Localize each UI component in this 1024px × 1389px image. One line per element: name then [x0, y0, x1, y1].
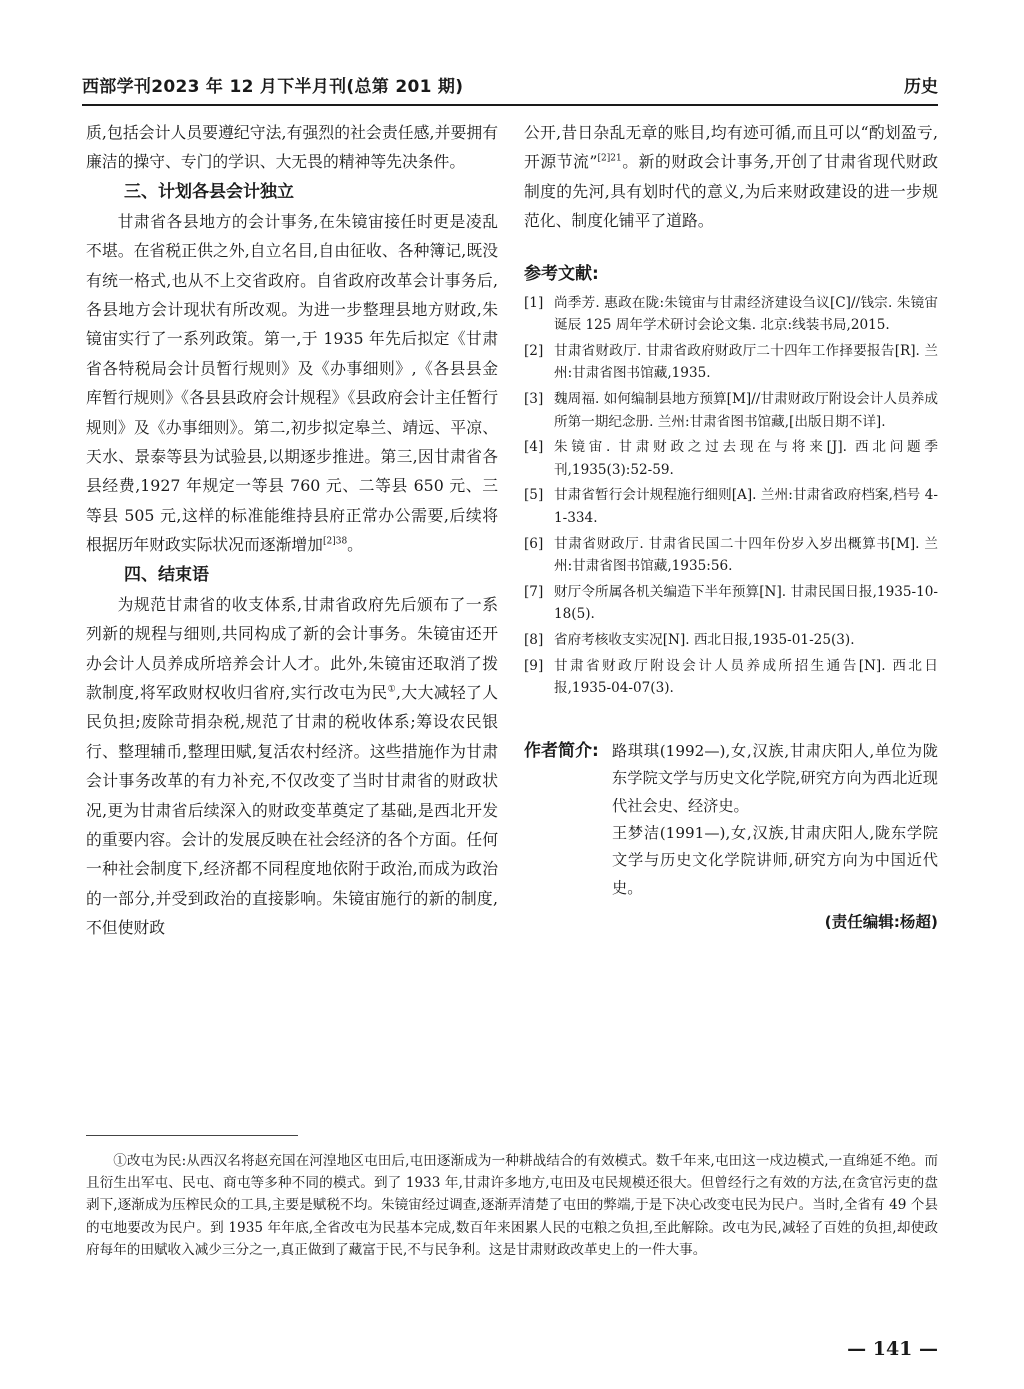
reference-item	[524, 388, 938, 433]
reference-text: 甘肃省财政厅附设会计人员养成所招生通告[N]. 西北日报,1935-04-07(3).	[554, 657, 938, 697]
reference-text: 省府考核收支实况[N]. 西北日报,1935-01-25(3).	[554, 631, 855, 648]
reference-item	[524, 655, 938, 700]
reference-number: [2]	[524, 342, 544, 359]
paragraph-text: 。	[347, 535, 363, 555]
reference-number: [6]	[524, 535, 544, 552]
citation: [2]38	[322, 537, 348, 548]
reference-text: 甘肃省财政厅. 甘肃省民国二十四年份岁入岁出概算书[M]. 兰州:甘肃省图书馆藏,1935:56.	[554, 535, 938, 575]
reference-item	[524, 340, 938, 385]
footnote-marker: ①	[387, 684, 397, 695]
reference-number: [8]	[524, 631, 544, 648]
paragraph: 质,包括会计人员要遵纪守法,有强烈的社会责任感,并要拥有廉洁的操守、专门的学识、大无畏的精神等先决条件。	[86, 123, 498, 172]
author-bio	[524, 738, 938, 902]
reference-item	[524, 581, 938, 626]
reference-text: 尚季芳. 惠政在陇:朱镜宙与甘肃经济建设刍议[C]//钱宗. 朱镜宙诞辰 125 周年学术研讨会论文集. 北京:线装书局,2015.	[554, 294, 938, 334]
reference-text: 财厅令所属各机关编造下半年预算[N]. 甘肃民国日报,1935-10-18(5).	[554, 583, 938, 623]
reference-number: [7]	[524, 583, 544, 600]
paragraph	[86, 590, 498, 943]
reference-text: 甘肃省暂行会计规程施行细则[A]. 兰州:甘肃省政府档案,档号 4-1-334.	[554, 487, 938, 526]
paragraph-text: ,大大减轻了人民负担;废除苛捐杂税,规范了甘肃的税收体系;筹设农民银行、整理辅币,整理田赋,复活农村经济。这些措施作为甘肃会计事务改革的有力补充,不仅改变了当时甘肃省的财政状况,更为甘肃省后续深入的财政变革奠定了基础,是西北开发的重要内容。会计的发展反映在社会经济的各个方面。任何一种社会制度下,经济都不同程度地依附于政治,而成为政治的一部分,并受到政治的直接影响。朱镜宙施行的新的制度,不但使财政	[86, 682, 498, 938]
reference-text: 甘肃省财政厅. 甘肃省政府财政厅二十四年工作择要报告[R]. 兰州:甘肃省图书馆藏,1935.	[554, 342, 938, 382]
reference-number: [5]	[524, 487, 544, 504]
page-number: — 141 —	[847, 1338, 938, 1360]
reference-text: 魏周福. 如何编制县地方预算[M]//甘肃财政厅附设会计人员养成所第一期纪念册. 兰州:甘肃省图书馆藏,[出版日期不详].	[554, 391, 938, 430]
paragraph-text: 甘肃省各县地方的会计事务,在朱镜宙接任时更是凌乱不堪。在省税正供之外,自立名目,自由征收、各种簿记,既没有统一格式,也从不上交省政府。自省政府改革会计事务后,各县地方会计现状有所改观。为进一步整理县地方财政,朱镜宙实行了一系列政策。第一,于 1935 年先后拟定《甘肃省各特税局会计员暂行规则》及《办事细则》,《各县县金库暂行规则》《各县县政府会计规程》《县政府会计主任暂行规则》及《办事细则》。第二,初步拟定皋兰、靖远、平凉、天水、景泰等县为试验县,以期逐步推进。第三,因甘肃省各县经费,1927 年规定一等县 760 元、二等县 650 元、三等县 505 元,这样的标准能维持县府正常办公需要,后续将根据历年财政实际状况而逐渐增加	[86, 211, 498, 555]
left-column	[86, 118, 498, 943]
paragraph-text: 公开,昔日杂乱无章的账目,均有迹可循,而且可以“酌划盈亏,开源节流”	[524, 123, 938, 172]
journal-issue-title: 西部学刊2023 年 12 月下半月刊(总第 201 期)	[82, 77, 464, 97]
paragraph-text: 。新的财政会计事务,开创了甘肃省现代财政制度的先河,具有划时代的意义,为后来财政建设的进一步规范化、制度化铺平了道路。	[524, 152, 938, 231]
section-heading: 四、结束语	[124, 564, 209, 585]
author-bio-label: 作者简介:	[524, 740, 599, 761]
reference-item	[524, 533, 938, 578]
paragraph-text: 为规范甘肃省的收支体系,甘肃省政府先后颁布了一系列新的规程与细则,共同构成了新的会计事务。朱镜宙还开办会计人员养成所培养会计人才。此外,朱镜宙还取消了拨款制度,将军政财权收归省府,实行改屯为民	[86, 594, 498, 702]
reference-item	[524, 629, 938, 652]
reference-item	[524, 292, 938, 337]
section-heading: 三、计划各县会计独立	[124, 181, 294, 202]
running-header	[82, 70, 938, 106]
footnote: ①改屯为民:从西汉名将赵充国在河湟地区屯田后,屯田逐渐成为一种耕战结合的有效模式。数千年来,屯田这一戍边模式,一直绵延不绝。而且衍生出军屯、民屯、商屯等多种不同的模式。到了 1933 年,甘肃许多地方,屯田及屯民规模还很大。但曾经行之有效的方法,在贪官污吏的盘剥下,逐渐成为压榨民众的工具,主要是赋税不均。朱镜宙经过调查,逐渐弄清楚了屯田的弊端,于是下决心改变屯民为民户。当时,全省有 49 个县的屯地要改为民户。到 1935 年年底,全省改屯为民基本完成,数百年来困累人民的屯粮之负担,至此解除。改屯为民,减轻了百姓的负担,却使政府每年的田赋收入减少三分之一,真正做到了藏富于民,不与民争利。这是甘肃财政改革史上的一件大事。	[86, 1153, 938, 1258]
paragraph	[86, 207, 498, 560]
references-title: 参考文献:	[524, 263, 599, 284]
section-name: 历史	[904, 77, 938, 97]
reference-item	[524, 484, 938, 529]
author-bio-text: 路琪琪(1992—),女,汉族,甘肃庆阳人,单位为陇东学院文学与历史文化学院,研究方向为西北近现代社会史、经济史。	[612, 741, 938, 815]
reference-list	[524, 292, 938, 700]
paragraph	[524, 118, 938, 236]
responsible-editor: (责任编辑:杨超)	[824, 913, 938, 932]
reference-text: 朱镜宙. 甘肃财政之过去现在与将来[J]. 西北问题季刊,1935(3):52-59.	[554, 439, 938, 478]
reference-number: [1]	[524, 294, 544, 311]
author-bio-text: 王梦洁(1991—),女,汉族,甘肃庆阳人,陇东学院文学与历史文化学院讲师,研究方向为中国近代史。	[612, 823, 938, 897]
reference-number: [3]	[524, 391, 544, 407]
footnote-divider	[86, 1135, 298, 1136]
citation: [2]21	[597, 154, 622, 165]
reference-item	[524, 436, 938, 481]
reference-number: [9]	[524, 657, 544, 674]
right-column	[524, 118, 938, 932]
reference-number: [4]	[524, 439, 544, 456]
